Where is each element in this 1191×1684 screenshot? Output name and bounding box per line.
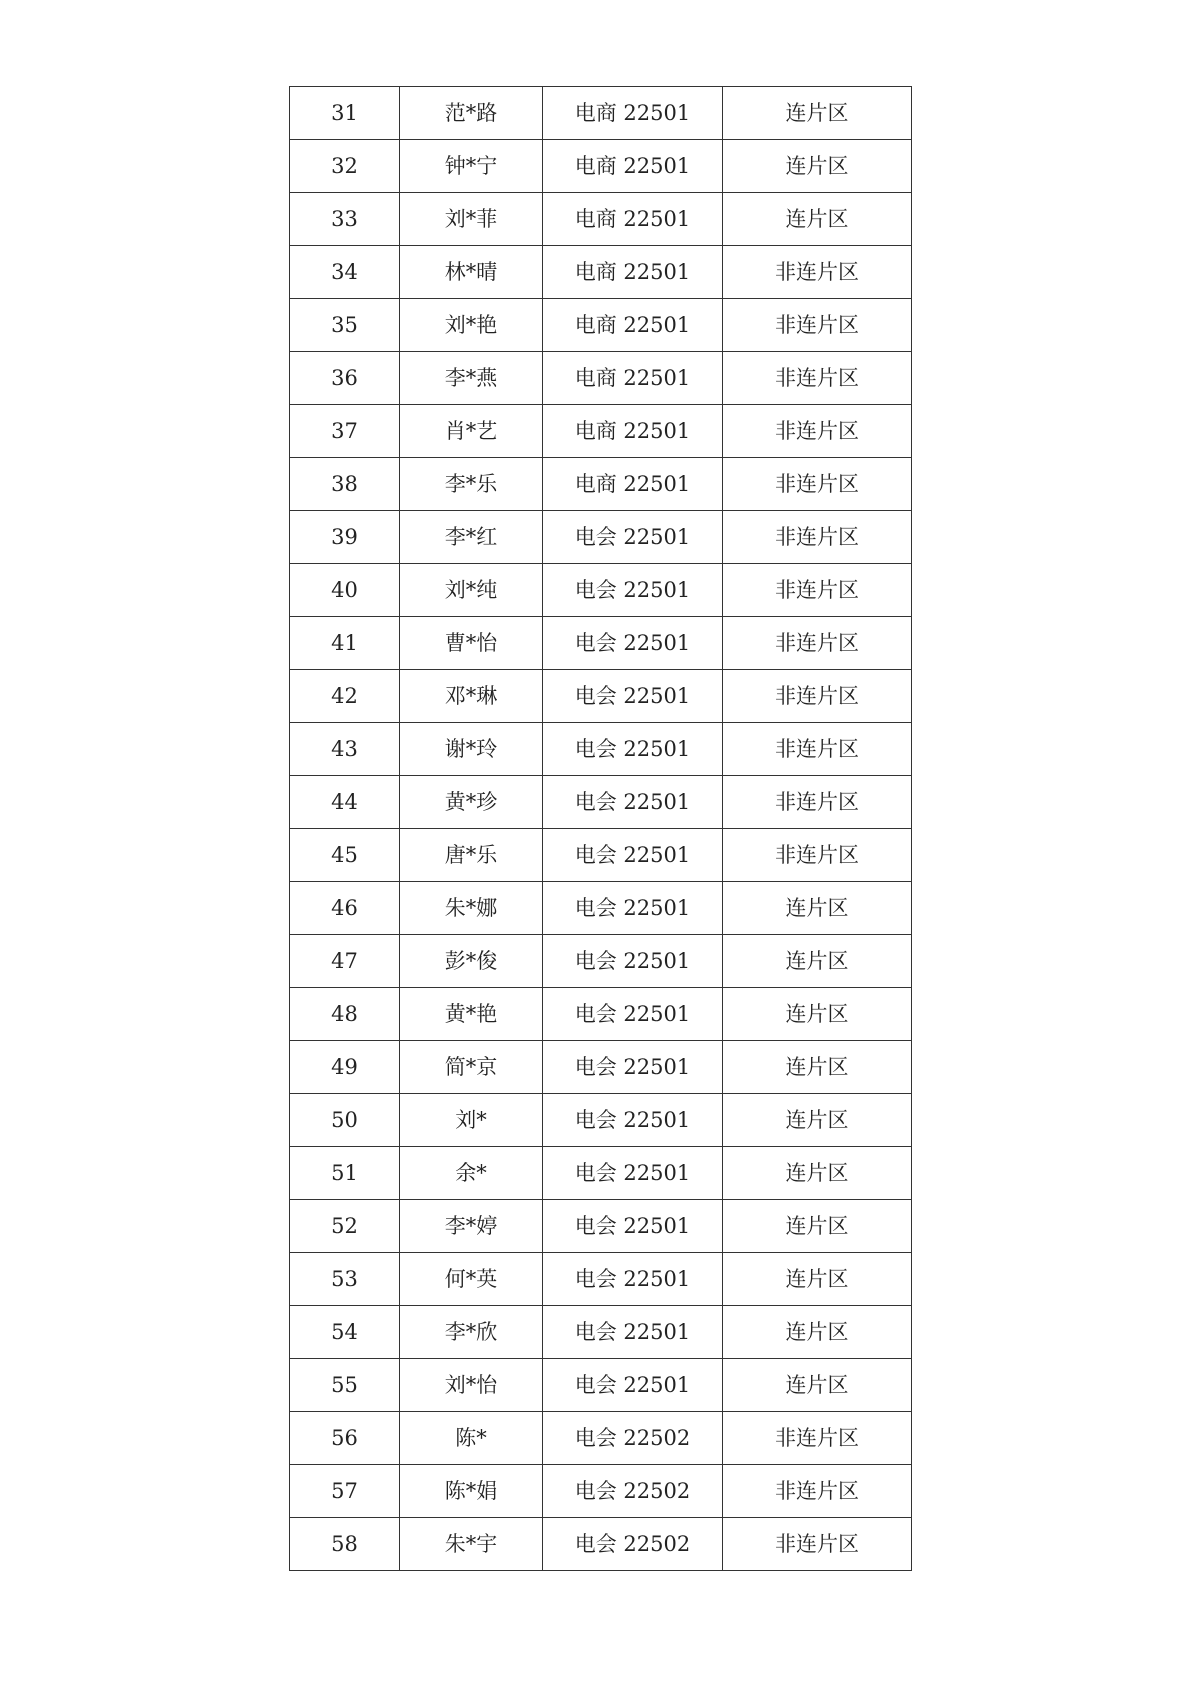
table-row [290,246,912,299]
student-name-cell: 陈* [400,1412,543,1465]
roster-table-body [290,87,912,1571]
area-cell: 非连片区 [723,564,912,617]
class-cell: 电商 22501 [543,352,723,405]
row-number-cell: 45 [290,829,400,882]
row-number-cell: 44 [290,776,400,829]
student-name-cell: 余* [400,1147,543,1200]
table-row [290,299,912,352]
table-row [290,1359,912,1412]
area-cell: 非连片区 [723,776,912,829]
row-number-cell: 52 [290,1200,400,1253]
roster-sheet [289,86,912,1571]
class-cell: 电会 22501 [543,617,723,670]
area-cell: 连片区 [723,882,912,935]
area-cell: 连片区 [723,1253,912,1306]
student-name-cell: 肖*艺 [400,405,543,458]
row-number-cell: 49 [290,1041,400,1094]
class-cell: 电会 22501 [543,1094,723,1147]
class-cell: 电会 22501 [543,988,723,1041]
table-row [290,988,912,1041]
student-name-cell: 刘*怡 [400,1359,543,1412]
area-cell: 连片区 [723,140,912,193]
row-number-cell: 31 [290,87,400,140]
table-row [290,776,912,829]
row-number-cell: 39 [290,511,400,564]
area-cell: 非连片区 [723,352,912,405]
row-number-cell: 47 [290,935,400,988]
student-name-cell: 邓*琳 [400,670,543,723]
table-row [290,1306,912,1359]
row-number-cell: 50 [290,1094,400,1147]
student-name-cell: 朱*娜 [400,882,543,935]
class-cell: 电商 22501 [543,405,723,458]
student-name-cell: 林*晴 [400,246,543,299]
table-row [290,935,912,988]
table-row [290,1041,912,1094]
table-row [290,882,912,935]
class-cell: 电会 22501 [543,1253,723,1306]
student-name-cell: 钟*宁 [400,140,543,193]
student-name-cell: 黄*艳 [400,988,543,1041]
area-cell: 非连片区 [723,723,912,776]
student-name-cell: 简*京 [400,1041,543,1094]
class-cell: 电会 22501 [543,1359,723,1412]
area-cell: 连片区 [723,1200,912,1253]
student-name-cell: 黄*珍 [400,776,543,829]
area-cell: 非连片区 [723,405,912,458]
row-number-cell: 36 [290,352,400,405]
table-row [290,670,912,723]
student-name-cell: 李*欣 [400,1306,543,1359]
class-cell: 电商 22501 [543,140,723,193]
table-row [290,1412,912,1465]
table-row [290,1147,912,1200]
area-cell: 非连片区 [723,1518,912,1571]
student-name-cell: 刘*艳 [400,299,543,352]
student-name-cell: 彭*俊 [400,935,543,988]
area-cell: 连片区 [723,935,912,988]
row-number-cell: 37 [290,405,400,458]
table-row [290,193,912,246]
table-row [290,87,912,140]
class-cell: 电会 22501 [543,776,723,829]
area-cell: 非连片区 [723,617,912,670]
class-cell: 电会 22501 [543,564,723,617]
table-row [290,829,912,882]
class-cell: 电会 22501 [543,723,723,776]
class-cell: 电会 22501 [543,1147,723,1200]
table-row [290,405,912,458]
row-number-cell: 42 [290,670,400,723]
class-cell: 电商 22501 [543,299,723,352]
table-row [290,1094,912,1147]
student-name-cell: 刘* [400,1094,543,1147]
student-name-cell: 李*燕 [400,352,543,405]
student-name-cell: 谢*玲 [400,723,543,776]
row-number-cell: 33 [290,193,400,246]
class-cell: 电会 22501 [543,1041,723,1094]
row-number-cell: 41 [290,617,400,670]
roster-table [289,86,912,1571]
area-cell: 非连片区 [723,511,912,564]
class-cell: 电会 22501 [543,829,723,882]
area-cell: 连片区 [723,193,912,246]
row-number-cell: 40 [290,564,400,617]
row-number-cell: 56 [290,1412,400,1465]
area-cell: 非连片区 [723,458,912,511]
table-row [290,458,912,511]
table-row [290,564,912,617]
row-number-cell: 35 [290,299,400,352]
student-name-cell: 陈*娟 [400,1465,543,1518]
area-cell: 非连片区 [723,670,912,723]
class-cell: 电会 22501 [543,1306,723,1359]
area-cell: 连片区 [723,87,912,140]
row-number-cell: 38 [290,458,400,511]
area-cell: 非连片区 [723,299,912,352]
row-number-cell: 53 [290,1253,400,1306]
student-name-cell: 刘*纯 [400,564,543,617]
table-row [290,1465,912,1518]
area-cell: 连片区 [723,988,912,1041]
table-row [290,723,912,776]
table-row [290,140,912,193]
class-cell: 电会 22501 [543,1200,723,1253]
class-cell: 电会 22502 [543,1518,723,1571]
student-name-cell: 李*乐 [400,458,543,511]
area-cell: 连片区 [723,1306,912,1359]
row-number-cell: 58 [290,1518,400,1571]
area-cell: 非连片区 [723,246,912,299]
row-number-cell: 46 [290,882,400,935]
class-cell: 电会 22502 [543,1465,723,1518]
table-row [290,617,912,670]
class-cell: 电会 22501 [543,670,723,723]
area-cell: 连片区 [723,1041,912,1094]
row-number-cell: 55 [290,1359,400,1412]
row-number-cell: 32 [290,140,400,193]
student-name-cell: 朱*宇 [400,1518,543,1571]
class-cell: 电商 22501 [543,193,723,246]
class-cell: 电会 22501 [543,882,723,935]
student-name-cell: 刘*菲 [400,193,543,246]
area-cell: 连片区 [723,1359,912,1412]
area-cell: 非连片区 [723,1465,912,1518]
student-name-cell: 李*婷 [400,1200,543,1253]
row-number-cell: 43 [290,723,400,776]
class-cell: 电会 22502 [543,1412,723,1465]
table-row [290,1200,912,1253]
student-name-cell: 李*红 [400,511,543,564]
class-cell: 电商 22501 [543,458,723,511]
row-number-cell: 48 [290,988,400,1041]
student-name-cell: 曹*怡 [400,617,543,670]
student-name-cell: 何*英 [400,1253,543,1306]
row-number-cell: 51 [290,1147,400,1200]
class-cell: 电会 22501 [543,935,723,988]
row-number-cell: 54 [290,1306,400,1359]
table-row [290,511,912,564]
area-cell: 非连片区 [723,1412,912,1465]
area-cell: 非连片区 [723,829,912,882]
table-row [290,1253,912,1306]
class-cell: 电商 22501 [543,87,723,140]
area-cell: 连片区 [723,1094,912,1147]
student-name-cell: 唐*乐 [400,829,543,882]
class-cell: 电商 22501 [543,246,723,299]
table-row [290,1518,912,1571]
row-number-cell: 57 [290,1465,400,1518]
table-row [290,352,912,405]
row-number-cell: 34 [290,246,400,299]
class-cell: 电会 22501 [543,511,723,564]
student-name-cell: 范*路 [400,87,543,140]
area-cell: 连片区 [723,1147,912,1200]
